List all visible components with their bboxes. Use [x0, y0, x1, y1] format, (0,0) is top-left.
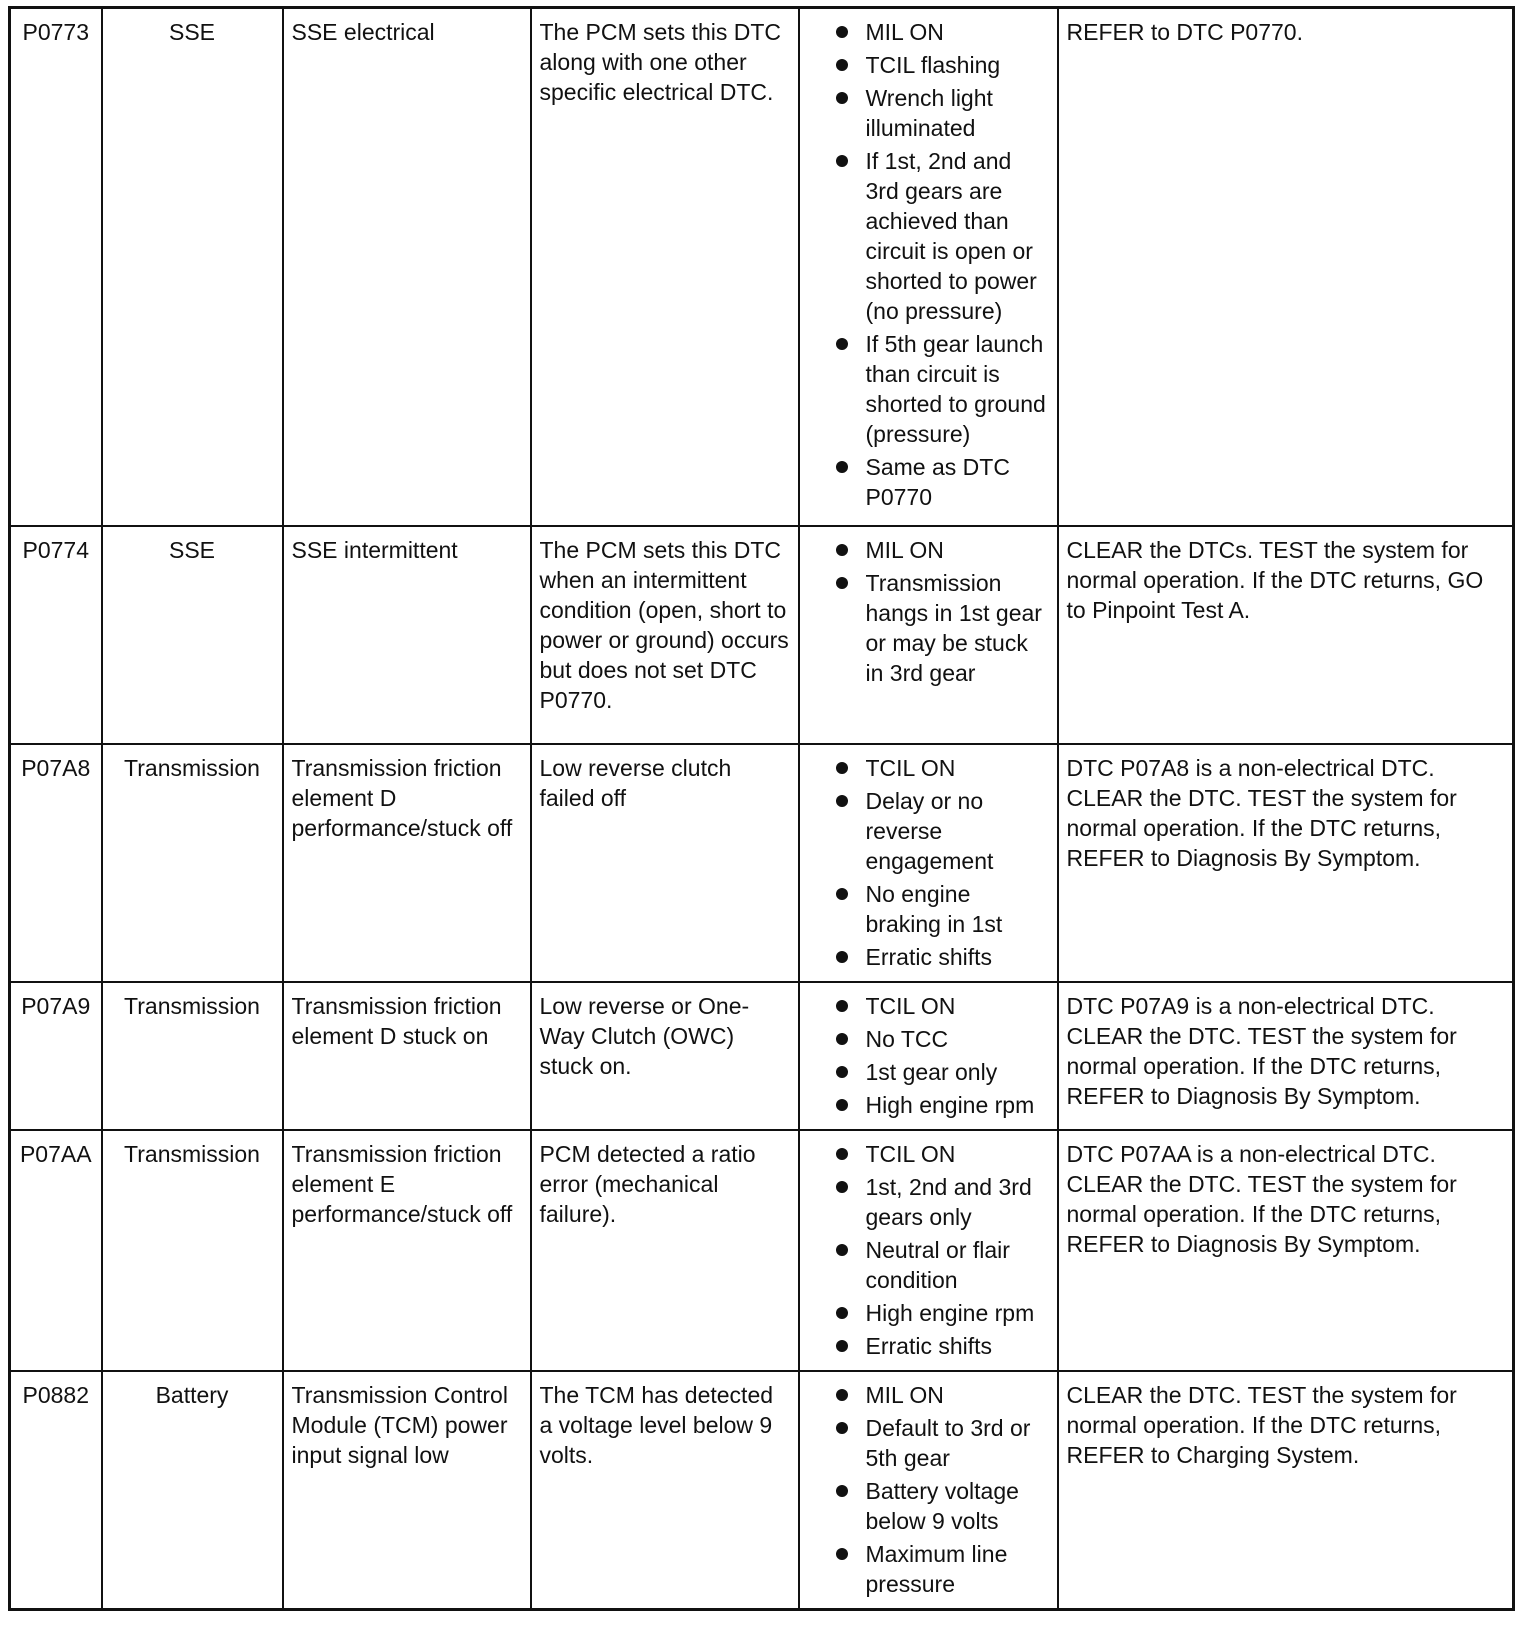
dtc-code-cell: P0773 — [10, 8, 102, 526]
symptom-text: If 5th gear launch than circuit is shorted to ground (pressure) — [865, 331, 1046, 447]
symptoms-cell — [799, 526, 1058, 744]
symptom-text: Erratic shifts — [865, 1332, 993, 1359]
symptom-list-item — [836, 1090, 1049, 1120]
bullet-icon — [836, 1148, 848, 1160]
symptom-text: MIL ON — [865, 536, 944, 563]
bullet-icon — [836, 888, 848, 900]
bullet-icon — [836, 1485, 848, 1497]
symptom-text: Same as DTC P0770 — [865, 454, 1010, 510]
symptom-text: Neutral or flair condition — [865, 1236, 1010, 1293]
description-cell: Transmission Control Module (TCM) power input signal low — [283, 1371, 531, 1610]
symptom-text: TCIL flashing — [865, 52, 1001, 78]
bullet-icon — [836, 155, 848, 167]
symptom-list-item — [836, 83, 1049, 143]
symptoms-cell — [799, 744, 1058, 982]
bullet-icon — [836, 1307, 848, 1319]
dtc-code-cell: P07A8 — [10, 744, 102, 982]
system-cell: SSE — [102, 8, 283, 526]
symptom-text: If 1st, 2nd and 3rd gears are achieved than circuit is open or shorted to power (no pressure) — [865, 148, 1037, 324]
bullet-icon — [836, 1033, 848, 1045]
system-cell: Battery — [102, 1371, 283, 1610]
dtc-code-cell: P0882 — [10, 1371, 102, 1610]
system-cell: Transmission — [102, 744, 283, 982]
symptoms-cell — [799, 1371, 1058, 1610]
symptom-list-item — [836, 786, 1049, 876]
symptom-list-item — [836, 942, 1049, 972]
symptom-list-item — [836, 1172, 1049, 1232]
dtc-code-cell: P07A9 — [10, 982, 102, 1130]
symptom-list-item — [836, 1380, 1049, 1410]
symptom-list — [808, 17, 1049, 512]
symptoms-cell — [799, 1130, 1058, 1371]
action-cell: DTC P07A8 is a non-electrical DTC. CLEAR the DTC. TEST the system for normal operation. If the DTC returns, REFER to Diagnosis By Symptom. — [1058, 744, 1514, 982]
bullet-icon — [836, 1422, 848, 1434]
condition-cell: The TCM has detected a voltage level below 9 volts. — [531, 1371, 799, 1610]
table-row — [10, 8, 1514, 526]
bullet-icon — [836, 1000, 848, 1012]
symptom-text: Battery voltage below 9 volts — [865, 1477, 1019, 1534]
symptom-list — [808, 1139, 1049, 1361]
condition-cell: Low reverse or One-Way Clutch (OWC) stuck on. — [531, 982, 799, 1130]
table-row — [10, 1130, 1514, 1371]
symptom-text: Transmission hangs in 1st gear or may be stuck in 3rd gear — [865, 569, 1042, 686]
symptom-list-item — [836, 991, 1049, 1021]
symptom-text: TCIL ON — [865, 992, 956, 1019]
bullet-icon — [836, 577, 848, 589]
symptom-list-item — [836, 1235, 1049, 1295]
bullet-icon — [836, 1066, 848, 1078]
system-cell: Transmission — [102, 1130, 283, 1371]
condition-cell: Low reverse clutch failed off — [531, 744, 799, 982]
action-cell: CLEAR the DTC. TEST the system for normal operation. If the DTC returns, REFER to Charging System. — [1058, 1371, 1514, 1610]
dtc-table — [8, 6, 1515, 1611]
bullet-icon — [836, 1099, 848, 1111]
symptom-text: Erratic shifts — [865, 943, 993, 970]
symptom-text: MIL ON — [865, 19, 944, 45]
bullet-icon — [836, 59, 848, 71]
symptoms-cell — [799, 8, 1058, 526]
symptom-list — [808, 535, 1049, 688]
bullet-icon — [836, 461, 848, 473]
symptom-list — [808, 753, 1049, 972]
symptom-list-item — [836, 1024, 1049, 1054]
symptom-text: Maximum line pressure — [865, 1540, 1008, 1597]
bullet-icon — [836, 951, 848, 963]
system-cell: Transmission — [102, 982, 283, 1130]
symptom-list — [808, 991, 1049, 1120]
action-cell: CLEAR the DTCs. TEST the system for normal operation. If the DTC returns, GO to Pinpoint Test A. — [1058, 526, 1514, 744]
bullet-icon — [836, 92, 848, 104]
symptom-text: 1st, 2nd and 3rd gears only — [865, 1173, 1032, 1230]
description-cell: Transmission friction element D stuck on — [283, 982, 531, 1130]
bullet-icon — [836, 1244, 848, 1256]
symptom-list-item — [836, 879, 1049, 939]
dtc-code-cell: P0774 — [10, 526, 102, 744]
symptom-text: TCIL ON — [865, 1140, 956, 1167]
description-cell: Transmission friction element D performance/stuck off — [283, 744, 531, 982]
symptom-list-item — [836, 1413, 1049, 1473]
symptom-text: Wrench light illuminated — [865, 85, 993, 141]
bullet-icon — [836, 1340, 848, 1352]
symptom-text: High engine rpm — [865, 1091, 1035, 1118]
bullet-icon — [836, 762, 848, 774]
symptom-text: No TCC — [865, 1025, 949, 1052]
symptom-list-item — [836, 568, 1049, 688]
symptom-list-item — [836, 753, 1049, 783]
dtc-table-body — [10, 8, 1514, 1610]
symptom-text: High engine rpm — [865, 1299, 1035, 1326]
table-row — [10, 1371, 1514, 1610]
description-cell: SSE electrical — [283, 8, 531, 526]
bullet-icon — [836, 1389, 848, 1401]
symptom-list-item — [836, 329, 1049, 449]
symptom-list-item — [836, 452, 1049, 512]
symptom-list-item — [836, 50, 1049, 80]
symptom-list-item — [836, 1139, 1049, 1169]
table-row — [10, 744, 1514, 982]
action-cell: DTC P07AA is a non-electrical DTC. CLEAR the DTC. TEST the system for normal operation. If the DTC returns, REFER to Diagnosis By Symptom. — [1058, 1130, 1514, 1371]
symptom-list-item — [836, 1476, 1049, 1536]
condition-cell: The PCM sets this DTC along with one other specific electrical DTC. — [531, 8, 799, 526]
table-row — [10, 982, 1514, 1130]
bullet-icon — [836, 26, 848, 38]
bullet-icon — [836, 544, 848, 556]
symptom-text: MIL ON — [865, 1381, 944, 1408]
symptom-text: Default to 3rd or 5th gear — [865, 1414, 1031, 1471]
symptoms-cell — [799, 982, 1058, 1130]
symptom-list-item — [836, 1057, 1049, 1087]
symptom-list-item — [836, 535, 1049, 565]
description-cell: Transmission friction element E performance/stuck off — [283, 1130, 531, 1371]
symptom-list-item — [836, 146, 1049, 326]
bullet-icon — [836, 338, 848, 350]
symptom-list-item — [836, 1539, 1049, 1599]
symptom-text: 1st gear only — [865, 1058, 998, 1085]
description-cell: SSE intermittent — [283, 526, 531, 744]
symptom-text: TCIL ON — [865, 754, 956, 781]
action-cell: DTC P07A9 is a non-electrical DTC. CLEAR the DTC. TEST the system for normal operation. If the DTC returns, REFER to Diagnosis By Symptom. — [1058, 982, 1514, 1130]
symptom-text: Delay or no reverse engagement — [865, 787, 994, 874]
system-cell: SSE — [102, 526, 283, 744]
symptom-list-item — [836, 1298, 1049, 1328]
symptom-text: No engine braking in 1st — [865, 880, 1003, 937]
bullet-icon — [836, 1548, 848, 1560]
condition-cell: The PCM sets this DTC when an intermittent condition (open, short to power or ground) occurs but does not set DTC P0770. — [531, 526, 799, 744]
condition-cell: PCM detected a ratio error (mechanical failure). — [531, 1130, 799, 1371]
dtc-code-cell: P07AA — [10, 1130, 102, 1371]
symptom-list-item — [836, 17, 1049, 47]
symptom-list — [808, 1380, 1049, 1599]
symptom-list-item — [836, 1331, 1049, 1361]
action-cell: REFER to DTC P0770. — [1058, 8, 1514, 526]
bullet-icon — [836, 795, 848, 807]
table-row — [10, 526, 1514, 744]
bullet-icon — [836, 1181, 848, 1193]
